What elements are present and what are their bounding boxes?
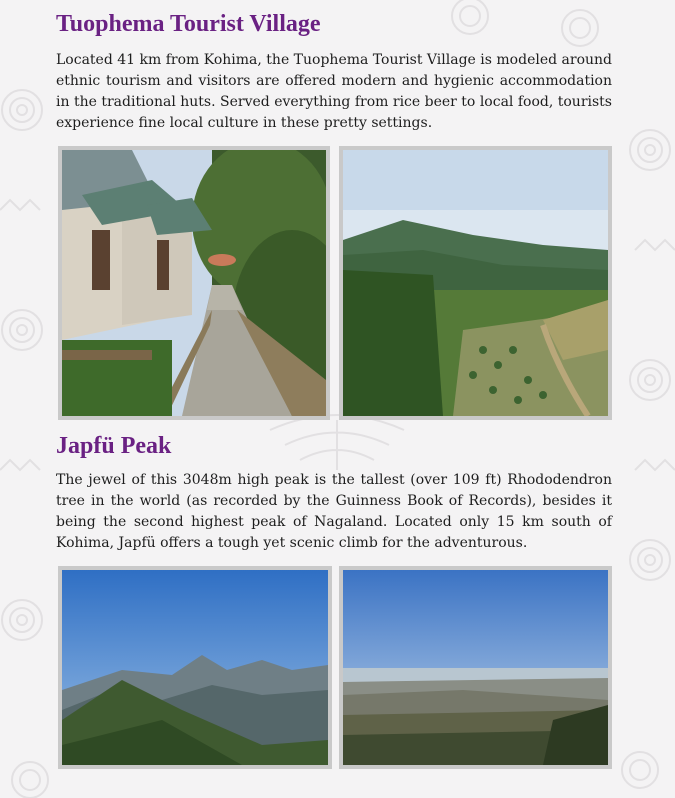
spiral-ornament (630, 360, 670, 400)
spiral-ornament (2, 310, 42, 350)
spiral-ornament (12, 762, 48, 798)
spiral-ornament (562, 10, 598, 46)
photo-japfu-mountain-ridge (58, 566, 332, 769)
photo-japfu-valley-panorama (339, 566, 612, 769)
spiral-ornament (2, 90, 42, 130)
spiral-ornament (622, 752, 658, 788)
section-title-japfu: Japfü Peak (56, 433, 172, 459)
section-body-tuophema: Located 41 km from Kohima, the Tuophema Tourist Village is modeled around ethnic tourism and visitors are offered modern and hygienic accommodation in the traditional huts. Served everything from rice beer to local food, tourists experience fine local culture in these pretty settings. (56, 52, 612, 131)
spiral-ornament (2, 600, 42, 640)
photo-tuophema-village-walkway (58, 146, 330, 420)
spiral-ornament (630, 130, 670, 170)
section-title-tuophema: Tuophema Tourist Village (56, 11, 321, 37)
hornbill-emblem-ornament (270, 415, 404, 470)
spiral-ornament (452, 0, 488, 34)
section-body-japfu: The jewel of this 3048m high peak is the tallest (over 109 ft) Rhododendron tree in the world (as recorded by the Guinness Book of Records), besides it being the second highest peak of Nagaland. Located only 15 km south of Kohima, Japfü offers a tough yet scenic climb for the adventurous. (56, 472, 612, 551)
spiral-ornament (630, 540, 670, 580)
photo-tuophema-valley-landscape (339, 146, 612, 420)
